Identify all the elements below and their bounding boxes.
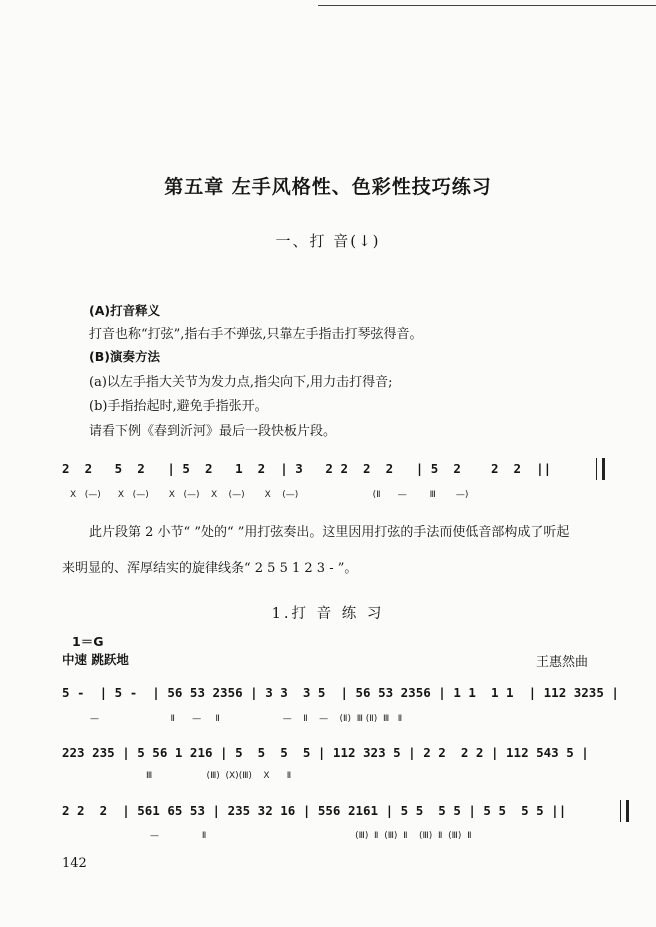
explanation-line-2: 来明显的、浑厚结实的旋律线条“ 2 5 5 1 2 3 - ”。 [62,561,358,576]
example-technique-marks: X (—) X (—) X (—) X (—) X (—) (Ⅱ — Ⅲ —) [70,490,469,500]
score-line-1: 5 - | 5 - | 56 53 2356 | 3 3 3 5 | 56 53 2356 | 1 1 1 1 | 112 3235 | [62,685,619,700]
example-notation-line: 2 2 5 2 | 5 2 1 2 | 3 2 2 2 2 | 5 2 2 2 || [62,461,552,476]
explanation-line-1: 此片段第 2 小节“ ”处的“ ”用打弦奏出。这里因用打弦的手法而使低音部构成了听起 [89,525,570,540]
tempo-marking: 中速 跳跃地 [62,652,129,667]
definition-text: 打音也称“打弦”,指右手不弹弦,只靠左手指击打琴弦得音。 [89,327,423,342]
score-line-1-marks: — Ⅱ — Ⅱ — Ⅱ — (Ⅱ) Ⅲ (Ⅱ) Ⅲ Ⅱ [90,714,403,724]
key-signature: 1＝G [72,634,104,649]
composer-credit: 王惠然曲 [536,655,589,670]
example-intro: 请看下例《春到沂河》最后一段快板片段。 [89,424,337,439]
score-line-3-marks: — Ⅱ (Ⅲ) Ⅱ (Ⅲ) Ⅱ (Ⅲ) Ⅱ (Ⅲ) Ⅱ [150,831,472,841]
final-barline [596,458,605,480]
header-rule [318,5,656,6]
method-item-a: (a)以左手指大关节为发力点,指尖向下,用力击打得音; [89,375,393,390]
page-number: 142 [62,856,87,871]
score-end-barline [620,800,629,822]
section-title: 一、打 音(↓) [275,232,381,250]
score-line-3: 2 2 2 | 561 65 53 | 235 32 16 | 556 2161 | 5 5 5 5 | 5 5 5 5 || [62,803,567,818]
score-line-2: 223 235 | 5 56 1 216 | 5 5 5 5 | 112 323 5 | 2 2 2 2 | 112 543 5 | [62,745,589,760]
chapter-title: 第五章 左手风格性、色彩性技巧练习 [164,176,492,198]
method-item-b: (b)手指抬起时,避免手指张开。 [89,399,268,414]
method-heading: (B)演奏方法 [89,349,160,364]
definition-heading: (A)打音释义 [89,303,161,318]
exercise-title: 1.打 音 练 习 [271,606,385,622]
score-line-2-marks: Ⅲ (Ⅲ) (X)(Ⅲ) X Ⅱ [146,771,292,781]
